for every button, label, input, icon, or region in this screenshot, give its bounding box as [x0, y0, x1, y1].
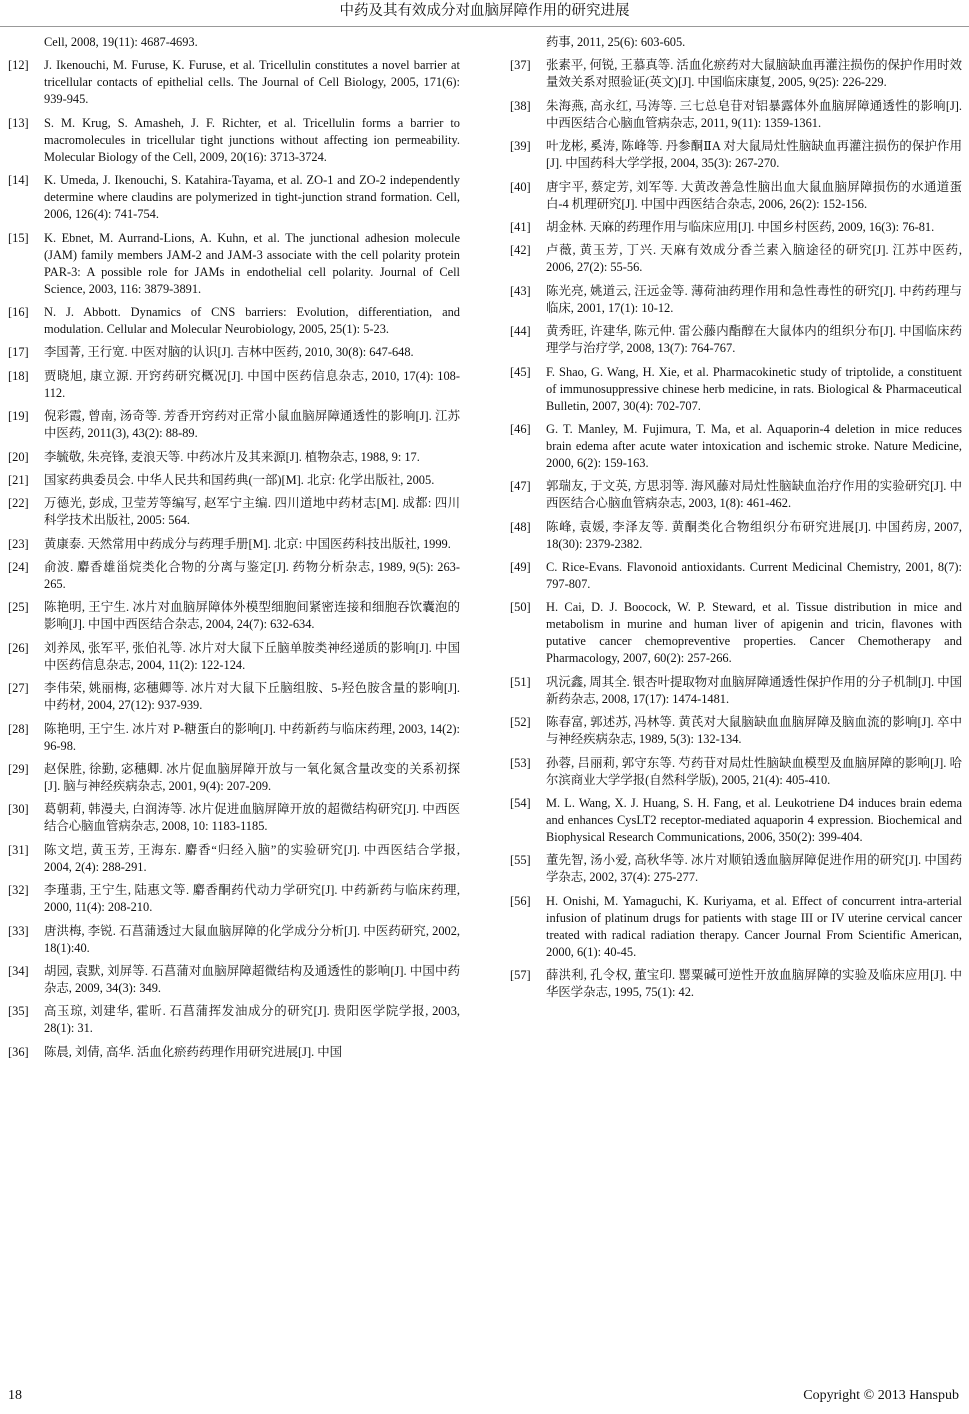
reference-text: 黄康泰. 天然常用中药成分与药理手册[M]. 北京: 中国医药科技出版社, 1999. — [44, 536, 451, 551]
reference-text: 唐宇平, 蔡定芳, 刘军等. 大黄改善急性脑出血大鼠血脑屏障损伤的水通道蛋白-4 机理研究[J]. 中国中西医结合杂志, 2006, 26(2): 152-156. — [546, 179, 962, 211]
reference-text: 叶龙彬, 奚涛, 陈峰等. 丹参酮ⅡA 对大鼠局灶性脑缺血再灌注损伤的保护作用[J]. 中国药科大学学报, 2004, 35(3): 267-270. — [546, 139, 962, 171]
reference-text: 陈晨, 刘倩, 高华. 活血化瘀药药理作用研究进展[J]. 中国 — [44, 1044, 343, 1059]
reference-entry — [510, 519, 962, 553]
reference-entry — [8, 1044, 460, 1061]
reference-text: 薛洪利, 孔令权, 董宝印. 罂粟碱可逆性开放血脑屏障的实验及临床应用[J]. 中华医学杂志, 1995, 75(1): 42. — [546, 968, 962, 1000]
reference-number: [23] — [8, 536, 29, 551]
reference-number: [15] — [8, 230, 29, 245]
reference-entry — [510, 364, 962, 415]
reference-number: [25] — [8, 600, 29, 615]
reference-text: 陈峰, 袁媛, 李泽友等. 黄酮类化合物组织分布研究进展[J]. 中国药房, 2007, 18(30): 2379-2382. — [546, 519, 962, 551]
reference-entry — [8, 172, 460, 223]
reference-text: 李国菁, 王行宽. 中医对脑的认识[J]. 吉林中医药, 2010, 30(8): 647-648. — [44, 345, 414, 360]
reference-text: C. Rice-Evans. Flavonoid antioxidants. Current Medicinal Chemistry, 2001, 8(7): 797-807. — [546, 560, 962, 592]
reference-text: 俞波. 麝香雄甾烷类化合物的分离与鉴定[J]. 药物分析杂志, 1989, 9(5): 263-265. — [44, 560, 460, 592]
reference-entry — [510, 674, 962, 708]
reference-text: 国家药典委员会. 中华人民共和国药典(一部)[M]. 北京: 化学出版社, 2005. — [44, 472, 435, 487]
reference-text: K. Ebnet, M. Aurrand-Lions, A. Kuhn, et al. The junctional adhesion molecule (JAM) family members JAM-2 and JAM-3 associate with the cell polarity protein PAR-3: A possible role for JAMs in endothelial cell polarity. Journal of Cell Science, 2003, 116: 3879-3891. — [44, 230, 460, 296]
reference-number: [56] — [510, 893, 531, 908]
reference-text: 贾晓旭, 康立源. 开窍药研究概况[J]. 中国中医药信息杂志, 2010, 17(4): 108-112. — [44, 368, 460, 400]
reference-entry — [510, 323, 962, 357]
reference-entry — [510, 98, 962, 132]
reference-text: 李毓敬, 朱亮锋, 麦浪天等. 中药冰片及其来源[J]. 植物杂志, 1988, 9: 17. — [44, 449, 420, 464]
reference-number: [49] — [510, 560, 531, 575]
reference-number: [48] — [510, 519, 531, 534]
copyright-notice: Copyright © 2013 Hanspub — [803, 1388, 959, 1403]
reference-entry — [510, 34, 962, 51]
reference-text: S. M. Krug, S. Amasheh, J. F. Richter, et al. Tricellulin forms a barrier to macromolecules in tricellular tight junctions without affecting ion permeability. Molecular Biology of the Cell, 2009, 20(16): 3713-3724. — [44, 115, 460, 164]
reference-number: [19] — [8, 409, 29, 424]
reference-number: [29] — [8, 762, 29, 777]
reference-text: 高玉琼, 刘建华, 霍昕. 石菖蒲挥发油成分的研究[J]. 贵阳医学院学报, 2003, 28(1): 31. — [44, 1004, 460, 1036]
reference-entry — [8, 495, 460, 529]
reference-entry — [8, 599, 460, 633]
reference-entry — [8, 640, 460, 674]
reference-entry — [510, 559, 962, 593]
reference-text: 朱海燕, 高永红, 马涛等. 三七总皂苷对铝暴露体外血脑屏障通透性的影响[J]. 中西医结合心脑血管病杂志, 2011, 9(11): 1359-1361. — [546, 98, 962, 130]
reference-text: 陈艳明, 王宁生. 冰片对血脑屏障体外模型细胞间紧密连接和细胞吞饮囊泡的影响[J]. 中国中西医结合杂志, 2004, 24(7): 632-634. — [44, 600, 460, 632]
reference-number: [26] — [8, 640, 29, 655]
reference-text: K. Umeda, J. Ikenouchi, S. Katahira-Tayama, et al. ZO-1 and ZO-2 independently determine where claudins are polymerized in tight-junction strand formation. Cell, 2006, 126(4): 741-754. — [44, 173, 460, 222]
reference-entry — [8, 115, 460, 166]
reference-entry — [8, 721, 460, 755]
reference-text: Cell, 2008, 19(11): 4687-4693. — [44, 35, 198, 49]
reference-number: [30] — [8, 802, 29, 817]
reference-number: [52] — [510, 715, 531, 730]
reference-entry — [510, 242, 962, 276]
reference-number: [46] — [510, 421, 531, 436]
reference-number: [27] — [8, 681, 29, 696]
page-number: 18 — [8, 1388, 22, 1403]
reference-number: [36] — [8, 1044, 29, 1059]
reference-entry — [8, 304, 460, 338]
reference-number: [22] — [8, 496, 29, 511]
reference-text: 卢薇, 黄玉芳, 丁兴. 天麻有效成分香兰素入脑途径的研究[J]. 江苏中医药, 2006, 27(2): 55-56. — [546, 243, 962, 275]
reference-number: [18] — [8, 368, 29, 383]
reference-entry — [510, 283, 962, 317]
reference-text: 药事, 2011, 25(6): 603-605. — [546, 35, 686, 49]
reference-number: [51] — [510, 674, 531, 689]
reference-number: [32] — [8, 883, 29, 898]
reference-entry — [8, 801, 460, 835]
reference-text: 郭瑞友, 于文英, 方思羽等. 海风藤对局灶性脑缺血治疗作用的实验研究[J]. 中西医结合心脑血管病杂志, 2003, 1(8): 461-462. — [546, 479, 962, 511]
reference-number: [38] — [510, 98, 531, 113]
reference-entry — [8, 680, 460, 714]
reference-entry — [8, 842, 460, 876]
reference-text: 万德光, 彭成, 卫莹芳等编写, 赵军宁主编. 四川道地中药材志[M]. 成都: 四川科学技术出版社, 2005: 564. — [44, 496, 460, 528]
reference-number: [45] — [510, 364, 531, 379]
reference-entry — [510, 852, 962, 886]
reference-entry — [8, 344, 460, 361]
reference-entry — [510, 714, 962, 748]
reference-text: 李伟荣, 姚丽梅, 宓穗卿等. 冰片对大鼠下丘脑组胺、5-羟色胺含量的影响[J]. 中药材, 2004, 27(12): 937-939. — [44, 681, 460, 713]
reference-number: [31] — [8, 842, 29, 857]
reference-text: 倪彩霞, 曾南, 汤奇等. 芳香开窍药对正常小鼠血脑屏障通透性的影响[J]. 江苏中医药, 2011(3), 43(2): 88-89. — [44, 409, 460, 441]
reference-number: [40] — [510, 179, 531, 194]
reference-number: [37] — [510, 58, 531, 73]
reference-column-left — [8, 34, 460, 1379]
reference-text: G. T. Manley, M. Fujimura, T. Ma, et al. Aquaporin-4 deletion in mice reduces brain edema after acute water intoxication and ischemic stroke. Nature Medicine, 2000, 6(2): 159-163. — [546, 421, 962, 470]
running-header-title: 中药及其有效成分对血脑屏障作用的研究进展 — [339, 3, 630, 19]
reference-entry — [8, 882, 460, 916]
reference-text: 董先智, 汤小爱, 高秋华等. 冰片对顺铂透血脑屏障促进作用的研究[J]. 中国药学杂志, 2002, 37(4): 275-277. — [546, 853, 962, 885]
reference-entry — [8, 230, 460, 298]
reference-entry — [510, 179, 962, 213]
reference-entry — [8, 368, 460, 402]
reference-text: 李瑾翡, 王宁生, 陆惠文等. 麝香酮药代动力学研究[J]. 中药新药与临床药理, 2000, 11(4): 208-210. — [44, 883, 460, 915]
reference-number: [57] — [510, 968, 531, 983]
reference-text: 赵保胜, 徐勤, 宓穗卿. 冰片促血脑屏障开放与一氧化氮含量改变的关系初探[J]. 脑与神经疾病杂志, 2001, 9(4): 207-209. — [44, 762, 460, 794]
reference-number: [55] — [510, 853, 531, 868]
reference-entry — [510, 893, 962, 961]
reference-number: [21] — [8, 472, 29, 487]
reference-text: M. L. Wang, X. J. Huang, S. H. Fang, et al. Leukotriene D4 induces brain edema and enhances CysLT2 receptor-mediated aquaporin 4 expression. Biochemical and Biophysical Research Communications, 2006, 350(2): 399-404. — [546, 796, 962, 845]
reference-entry — [8, 923, 460, 957]
reference-entry — [8, 449, 460, 466]
reference-number: [54] — [510, 796, 531, 811]
reference-number: [50] — [510, 600, 531, 615]
reference-text: 黄秀旺, 许建华, 陈元仲. 雷公藤内酯醇在大鼠体内的组织分布[J]. 中国临床药理学与治疗学, 2008, 13(7): 764-767. — [546, 324, 962, 356]
reference-text: 陈艳明, 王宁生. 冰片对 P-糖蛋白的影响[J]. 中药新药与临床药理, 2003, 14(2): 96-98. — [44, 721, 460, 753]
reference-text: 胡园, 袁默, 刘屏等. 石菖蒲对血脑屏障超微结构及通透性的影响[J]. 中国中药杂志, 2009, 34(3): 349. — [44, 963, 460, 995]
reference-number: [43] — [510, 283, 531, 298]
reference-text: 陈光亮, 姚道云, 汪远金等. 薄荷油药理作用和急性毒性的研究[J]. 中药药理与临床, 2001, 17(1): 10-12. — [546, 283, 962, 315]
reference-entry — [8, 559, 460, 593]
reference-entry — [8, 472, 460, 489]
reference-entry — [510, 219, 962, 236]
reference-text: 陈文垲, 黄玉芳, 王海东. 麝香“归经入脑”的实验研究[J]. 中西医结合学报, 2004, 2(4): 288-291. — [44, 842, 460, 874]
reference-number: [44] — [510, 324, 531, 339]
reference-number: [13] — [8, 115, 29, 130]
reference-number: [34] — [8, 963, 29, 978]
reference-column-right — [510, 34, 962, 1379]
running-header — [0, 0, 969, 27]
reference-entry — [8, 963, 460, 997]
reference-text: N. J. Abbott. Dynamics of CNS barriers: Evolution, differentiation, and modulation. Cellular and Molecular Neurobiology, 2005, 25(1): 5-23. — [44, 304, 460, 336]
reference-number: [16] — [8, 304, 29, 319]
reference-text: H. Cai, D. J. Boocock, W. P. Steward, et al. Tissue distribution in mice and metabolism in murine and human liver of apigenin and tricin, flavones with putative cancer chemopreventive properties. Cancer Chemotherapy and Pharmacology, 2007, 60(2): 257-266. — [546, 600, 962, 666]
reference-text: J. Ikenouchi, M. Furuse, K. Furuse, et al. Tricellulin constitutes a novel barrier at tricellular contacts of epithelial cells. The Journal of Cell Biology, 2005, 171(6): 939-945. — [44, 58, 460, 107]
reference-text: 陈春富, 郭述苏, 冯林等. 黄芪对大鼠脑缺血血脑屏障及脑血流的影响[J]. 卒中与神经疾病杂志, 1989, 5(3): 132-134. — [546, 715, 962, 747]
reference-text: 胡金林. 天麻的药理作用与临床应用[J]. 中国乡村医药, 2009, 16(3): 76-81. — [546, 219, 935, 234]
reference-number: [33] — [8, 923, 29, 938]
reference-text: 巩沅鑫, 周其全. 银杏叶提取物对血脑屏障通透性保护作用的分子机制[J]. 中国新药杂志, 2008, 17(17): 1474-1481. — [546, 674, 962, 706]
reference-text: 刘养凤, 张军平, 张伯礼等. 冰片对大鼠下丘脑单胺类神经递质的影响[J]. 中国中医药信息杂志, 2004, 11(2): 122-124. — [44, 640, 460, 672]
reference-text: 孙蓉, 吕丽莉, 郭守东等. 芍药苷对局灶性脑缺血模型及血脑屏障的影响[J]. 哈尔滨商业大学学报(自然科学版), 2005, 21(4): 405-410. — [546, 755, 962, 787]
reference-number: [14] — [8, 173, 29, 188]
reference-number: [35] — [8, 1004, 29, 1019]
reference-number: [47] — [510, 479, 531, 494]
reference-number: [28] — [8, 721, 29, 736]
reference-number: [20] — [8, 449, 29, 464]
reference-entry — [8, 57, 460, 108]
reference-entry — [510, 478, 962, 512]
reference-number: [41] — [510, 219, 531, 234]
reference-entry — [510, 795, 962, 846]
reference-entry — [8, 408, 460, 442]
reference-number: [42] — [510, 243, 531, 258]
reference-entry — [510, 755, 962, 789]
reference-entry — [510, 421, 962, 472]
reference-entry — [510, 599, 962, 667]
reference-entry — [8, 761, 460, 795]
reference-number: [24] — [8, 560, 29, 575]
reference-entry — [510, 138, 962, 172]
reference-entry — [510, 967, 962, 1001]
reference-entry — [510, 57, 962, 91]
reference-number: [12] — [8, 58, 29, 73]
reference-number: [17] — [8, 345, 29, 360]
reference-number: [39] — [510, 139, 531, 154]
reference-entry — [8, 34, 460, 51]
reference-entry — [8, 536, 460, 553]
reference-entry — [8, 1003, 460, 1037]
reference-text: 唐洪梅, 李锐. 石菖蒲透过大鼠血脑屏障的化学成分分析[J]. 中医药研究, 2002, 18(1):40. — [44, 923, 460, 955]
reference-text: 张素平, 何锐, 王慕真等. 活血化瘀药对大鼠脑缺血再灌注损伤的保护作用时效量效关系对照验证(英文)[J]. 中国临床康复, 2005, 9(25): 226-229. — [546, 58, 962, 90]
reference-text: F. Shao, G. Wang, H. Xie, et al. Pharmacokinetic study of triptolide, a constituent of immunosuppressive chinese herb medicine, in rats. Biological & Pharmaceutical Bulletin, 2007, 30(4): 702-707. — [546, 364, 962, 413]
reference-text: H. Onishi, M. Yamaguchi, K. Kuriyama, et al. Effect of concurrent intra-arterial infusion of platinum drugs for patients with stage III or IV uterine cervical cancer treated with radical radiation therapy. Cancer Journal From Scientific American, 2000, 6(1): 40-45. — [546, 893, 962, 959]
reference-number: [53] — [510, 755, 531, 770]
reference-text: 葛朝莉, 韩漫夫, 白润涛等. 冰片促进血脑屏障开放的超微结构研究[J]. 中西医结合心脑血管病杂志, 2008, 10: 1183-1185. — [44, 802, 460, 834]
